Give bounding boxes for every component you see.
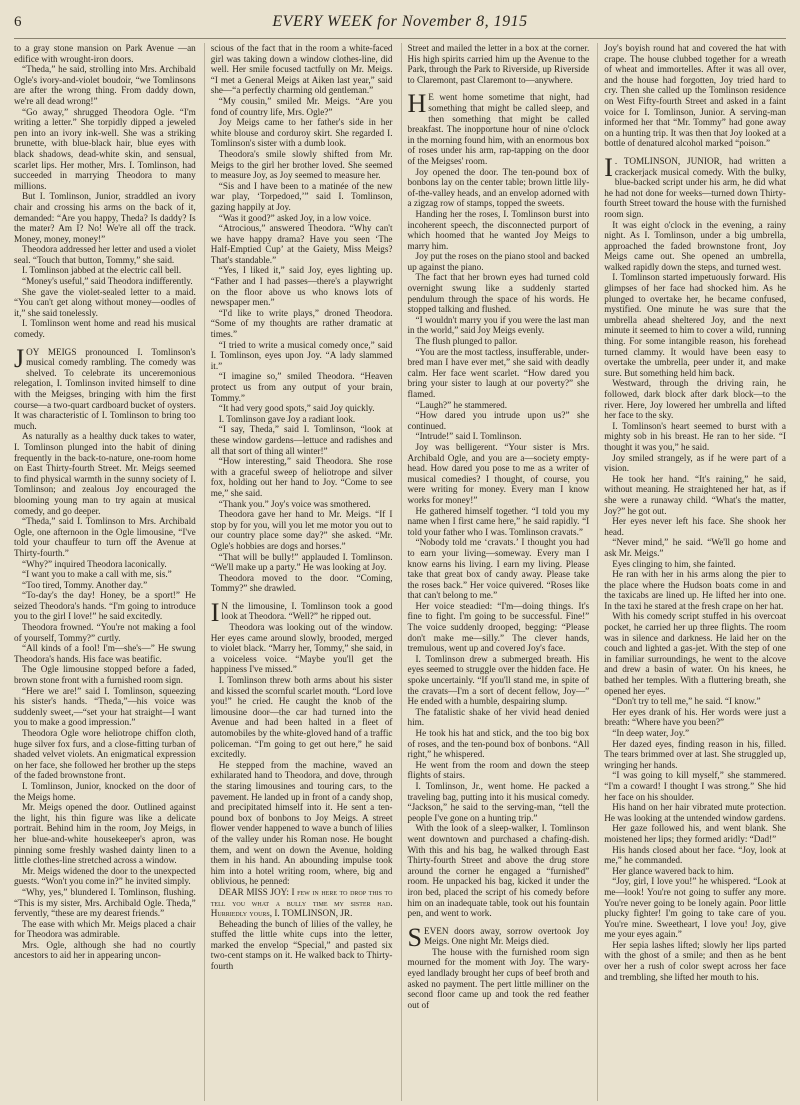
paragraph-text: Mr. Meigs widened the door to the unexpected guests. “Won't you come in?” he invited simply.	[14, 865, 196, 887]
paragraph-text: Her gaze followed his, and went blank. She moistened her lips; they formed aridly: “Dad!”	[604, 823, 786, 844]
paragraph-text: “I tried to write a musical comedy once,” said I. Tomlinson, eyes upon Joy. “A lady slammed it.”	[210, 339, 393, 371]
paragraph-text: “I was going to kill myself,” she stammered. “I'm a coward! I thought I was strong.” She hid her face on his shoulder.	[604, 770, 786, 802]
paragraph-text: The ease with which Mr. Meigs placed a chair for Theodora was admirable.	[14, 918, 196, 940]
paragraph-text: “To-day's the day! Honey, be a sport!” He seized Theodora's hands. “I'm going to introduce you to the girl I love!” he said excitedly.	[14, 590, 196, 622]
article-paragraph	[14, 728, 196, 781]
article-paragraph	[210, 597, 393, 627]
paragraph-text: “Atrocious,” answered Theodora. “Why can't we have happy drama? Have you seen ‘The Half-Emptied Cup’ at the Gaiety, Miss Meigs? That's standable.”	[210, 223, 393, 265]
paragraph-text: Her voice steadied: “I'm—doing things. It's fine to fight. I'm going to be successful. Fine!” The voice suddenly drooped, begging: “Please don't make me—silly.” The clever hands, tremulous, went up and covered Joy's face.	[407, 600, 590, 654]
paragraph-text: “Nobody told me ‘cravats.’ I thought you had to earn your living—someway. Every man I know earns his living. I earn my living. Please take that great box of candy away. Please take the roses back.” Her voice quivered. “Roses like that can't belong to me.”	[407, 537, 590, 601]
article-paragraph	[14, 191, 196, 244]
article-paragraph	[604, 770, 786, 802]
article-paragraph	[604, 876, 786, 940]
paragraph-text: Mr. Meigs opened the door. Outlined against the light, his thin figure was like a delicate portrait. Behind him in the room, Joy Meigs, in her blue-and-white housekeeper's apron, was pinning some freshly washed dainty linen to a little clothes-line stretched across a window.	[14, 802, 196, 866]
article-paragraph	[604, 802, 786, 823]
article-paragraph	[408, 336, 590, 347]
paragraph-text: Her dazed eyes, finding reason in his, filled. The tears brimmed over at last. She struggled up, wringing her hands.	[604, 738, 786, 770]
article-paragraph	[211, 552, 393, 573]
article-paragraph	[14, 686, 196, 728]
article-paragraph	[604, 537, 786, 558]
drop-cap: S	[407, 922, 422, 952]
article-paragraph	[14, 265, 196, 276]
article-paragraph	[408, 431, 590, 442]
paragraph-text: “Money's useful,” said Theodora indifferently.	[22, 276, 193, 287]
article-paragraph	[211, 424, 393, 456]
article-paragraph	[604, 220, 786, 273]
article-paragraph	[408, 601, 590, 654]
paragraph-text: Beheading the bunch of lilies of the valley, he stuffed the little white cups into the letter, marked the envelop “Special,” and pasted six two-cent stamps on it. He walked back to Thirty-fourth	[210, 918, 393, 972]
article-paragraph	[14, 664, 196, 685]
paragraph-text: She gave the violet-sealed letter to a maid. “You can't get along without money—oodles of it,” she said tonelessly.	[14, 286, 196, 318]
article-paragraph	[604, 569, 786, 611]
paragraph-text: . TOMLINSON, JUNIOR, had written a crackerjack musical comedy. With the bulky, blue-backed script under his arm, he did what he had not done for weeks—turned down Thirty-fourth Street toward the house with the furnished room sign.	[604, 155, 786, 219]
article-paragraph	[211, 573, 393, 594]
article-paragraph	[604, 940, 786, 982]
paragraph-text: I. Tomlinson jabbed at the electric call bell.	[22, 265, 182, 276]
paragraph-text: Theodora moved to the door. “Coming, Tommy?” she drawled.	[210, 572, 393, 594]
article-paragraph	[14, 781, 196, 802]
paragraph-text: “Sis and I have been to a matinée of the new war play, ‘Torpedoed,’” said I. Tomlinson, gazing happily at Joy.	[210, 180, 393, 212]
paragraph-text: “Theda,” said I. Tomlinson to Mrs. Archibald Ogle, one afternoon in the Ogle limousine, “I've told your chauffeur to turn off the Avenue at Thirty-fourth.”	[14, 516, 196, 558]
article-paragraph	[408, 347, 590, 400]
paragraph-text: Her glance wavered back to him.	[612, 865, 734, 876]
article-paragraph	[14, 318, 196, 339]
paragraph-text: EVEN doors away, sorrow overtook Joy Meigs. One night Mr. Meigs died.	[423, 925, 590, 947]
article-paragraph	[14, 569, 196, 580]
paragraph-text: I. Tomlinson gave Joy a radiant look.	[218, 413, 356, 424]
paragraph-text: “Joy, girl, I love you!” he whispered. “Look at me—look! You're not going to suffer any more. You're never going to be lonely again. Poor little plucky fighter! I'm going to take care of you. You're mine. Sweetheart, I love you! Joy, give me your eyes again.”	[604, 876, 786, 940]
paragraph-text: The Ogle limousine stopped before a faded, brown stone front with a furnished room sign.	[14, 664, 196, 686]
article-paragraph	[14, 940, 196, 961]
article-paragraph	[408, 400, 590, 411]
paragraph-text: OY MEIGS pronounced I. Tomlinson's musical comedy rambling. The comedy was shelved. To celebrate its unceremonious relegation, I. Tomlinson invited himself to dine with the Meigses, bringing with him the first course—a two-quart cardboard bucket of oysters. It was characteristic of I. Tomlinson to bring too much.	[14, 346, 196, 431]
article-paragraph	[211, 403, 393, 414]
article-paragraph	[407, 89, 590, 166]
paragraph-text: It was eight o'clock in the evening, a rainy night. As I. Tomlinson, under a big umbrella, approached the faded brownstone front, Joy Meigs came out. She opened an umbrella, walked rapidly down the steps, and turned west.	[604, 219, 786, 272]
paragraph-text: scious of the fact that in the room a white-faced girl was taking down a window clothes-line, did well. Her smile focused tactfully on Mr. Meigs. “I met a General Meigs at Aiken last year,” said she—“a perfectly charming old gentleman.”	[210, 43, 393, 96]
article-paragraph	[408, 251, 590, 272]
article-paragraph	[14, 276, 196, 287]
article-column	[401, 43, 590, 1101]
paragraph-text: Joy Meigs came to her father's side in her white blouse and corduroy skirt. She regarded I. Tomlinson's sister with a dumb look.	[210, 117, 393, 149]
paragraph-text: “How dared you intrude upon us?” she continued.	[407, 410, 590, 431]
article-paragraph	[604, 152, 786, 220]
article-paragraph	[211, 456, 393, 498]
article-paragraph	[408, 506, 590, 538]
paragraph-text: “Laugh?” he stammered.	[415, 399, 508, 410]
article-paragraph	[14, 287, 196, 319]
article-paragraph	[211, 223, 393, 265]
article-paragraph	[14, 43, 196, 64]
article-paragraph	[211, 117, 393, 149]
paragraph-text: But I. Tomlinson, Junior, straddled an ivory chair and crossing his arms on the back of it, demanded: “Are you happy, Theda? Is daddy? Is the mater? Am I? No! We're all off the track. Money, money, money!”	[14, 191, 196, 244]
paragraph-text: His hands closed about her face. “Joy, look at me,” he commanded.	[604, 844, 786, 866]
paragraph-text: With his comedy script stuffed in his overcoat pocket, he carried her up three flights. The room was in silence and darkness. He laid her on the couch and lighted a gas-jet. With the step of one in familiar surroundings, he went to the alcove and drew a basin of water. On his knees, he bathed her temples. With a fluttering breath, she opened her eyes.	[604, 611, 786, 696]
article-paragraph	[604, 378, 786, 420]
paragraph-text: “In deep water, Joy.”	[612, 728, 690, 738]
paragraph-text: E went home sometime that night, had something that might be called sleep, and then something that might be called breakfast. The inopportune hour of nine o'clock in the morning found him, with an enormous box of roses under his arm, rap-tapping on the door of the Meigses' room.	[407, 92, 590, 166]
paragraph-text: “How interesting,” said Theodora. She rose with a graceful sweep of heliotrope and silver fox, holding out her hand to Joy. “Come to see me,” she said.	[210, 456, 393, 498]
paragraph-text: Street and mailed the letter in a box at the corner. His high spirits carried him up the Avenue to the Park, through the Park to Riverside, up Riverside to Claremont, past Claremont to—anywhere.	[407, 43, 590, 85]
paragraph-text: Joy was belligerent. “Your sister is Mrs. Archibald Ogle, and you are a—society empty-head. How dared you pose to me as a writer of musical comedies? I thought, of course, you were writing for money. Every man I know works for money!”	[407, 441, 590, 505]
article-paragraph	[408, 707, 590, 728]
paragraph-text: “I wouldn't marry you if you were the last man in the world,” said Joy Meigs evenly.	[407, 314, 590, 336]
paragraph-text: Joy smiled strangely, as if he were part of a vision.	[604, 452, 786, 474]
paragraph-text: “Intrude!” said I. Tomlinson.	[415, 431, 522, 442]
article-column	[597, 43, 786, 1101]
article-paragraph	[408, 537, 590, 601]
article-columns	[14, 43, 786, 1101]
paragraph-text: The fact that her brown eyes had turned cold overnight swung like a suddenly started pendulum through the space of his words. He stopped talking and flushed.	[407, 272, 590, 315]
paragraph-text: He gathered himself together. “I told you my name when I first came here,” he said rapidly. “I told your father who I was. Tomlinson cravats.”	[407, 505, 590, 537]
paragraph-text: “Theda,” he said, strolling into Mrs. Archibald Ogle's ivory-and-violet boudoir, “we Tomlinsons are after the wrong thing. From daddy down, we're all dead wrong!”	[14, 64, 196, 106]
article-paragraph	[408, 43, 590, 85]
paragraph-text: “All kinds of a fool! I'm—she's—” He swung Theodora's hands. His face was beatific.	[14, 643, 196, 664]
article-paragraph	[604, 453, 786, 474]
paragraph-text: “Why, yes,” blundered I. Tomlinson, flushing. “This is my sister, Mrs. Archibald Ogle. Theda,” fervently, “these are my dearest friends.”	[14, 886, 196, 919]
article-paragraph	[408, 947, 590, 1011]
article-paragraph	[408, 410, 590, 431]
article-paragraph	[604, 728, 786, 739]
article-paragraph	[14, 866, 196, 887]
paragraph-text: Theodora was looking out of the window. Her eyes came around slowly, brooded, merged to violet black. “Marry her, Tommy,” she said, in a voiceless voice. “Maybe you'll get the happiness I've missed.”	[210, 622, 393, 675]
article-paragraph	[408, 760, 590, 781]
paragraph-text: N the limousine, I. Tomlinson took a good look at Theodora. “Well?” he ripped out.	[221, 600, 393, 622]
paragraph-text: Theodora Ogle wore heliotrope chiffon cloth, huge silver fox furs, and a close-fitting turban of shaded velvet violets. An enigmatical expression on her face, she followed her brother up the steps of the faded brownstone front.	[14, 728, 196, 781]
article-paragraph	[14, 64, 196, 106]
paragraph-text: Joy's boyish round hat and covered the hat with crape. The house clubbed together for a wreath of wheat and immortelles. After it was all over, and the house had forgotten, Joy tried hard to cry. Then she called up the Tomlinson residence on West Fifty-fourth Street and asked in a faint voice for I. Tomlinson, Junior. A serving-man informed her that “Mr. Tommy” had gone away on a hunting trip. It was then that Joy looked at a bottle of denatured alcohol marked “poison.”	[604, 43, 786, 149]
paragraph-text: He took his hat and stick, and the too big box of roses, and the ten-pound box of bonbons. “All right,” he whispered.	[407, 728, 590, 760]
article-paragraph	[211, 371, 393, 403]
article-paragraph	[604, 516, 786, 537]
paragraph-text: “Was it good?” asked Joy, in a low voice.	[218, 212, 372, 223]
article-paragraph	[211, 509, 393, 551]
paragraph-text: He went from the room and down the steep flights of stairs.	[407, 759, 590, 781]
article-paragraph	[14, 343, 196, 432]
article-paragraph	[604, 272, 786, 378]
article-paragraph	[14, 802, 196, 866]
article-paragraph	[408, 272, 590, 314]
article-paragraph	[408, 209, 590, 251]
paragraph-text: He stepped from the machine, waved an exhilarated hand to Theodora, and dove, through the staring limousines and touring cars, to the pavement. He landed up in front of a candy shop, and precipitated himself into it. He sent a ten-pound box of bonbons to Joy Meigs. A street flower vender happened to wave a bunch of lilies of the valley under his Roman nose. He bought them, and went on down the Avenue, holding them in his hand. An abounding impulse took him into a hotel writing room, where, big and oblivious, he penned:	[210, 759, 393, 887]
article-paragraph	[14, 919, 196, 940]
drop-cap: I	[210, 597, 220, 627]
paragraph-text: “Don't try to tell me,” he said. “I know.”	[612, 696, 761, 707]
paragraph-text: Mrs. Ogle, although she had no courtly ancestors to aid her in appearing uncon-	[14, 939, 196, 961]
paragraph-text: I. Tomlinson threw both arms about his sister and kissed the scornful scarlet mouth. “Lord love you!” he cried. He caught the knob of the limousine door—the car had turned into the Avenue and had been halted in a fleet of automobiles by the white-gloved hand of a traffic policeman. “I'm going to get out here,” he said excitedly.	[210, 675, 393, 760]
paragraph-text: “Why?” inquired Theodora laconically.	[22, 558, 167, 569]
paragraph-text: He took her hand. “It's raining,” he said, without meaning. He straightened her hat, as if she were a runaway child. “What's the matter, Joy?” he got out.	[604, 473, 786, 516]
article-column	[14, 43, 196, 1101]
article-paragraph	[14, 622, 196, 643]
article-paragraph	[211, 265, 393, 307]
paragraph-text: “I say, Theda,” said I. Tomlinson, “look at these window gardens—lettuce and radishes and all that sort of thing all winter!”	[210, 424, 393, 456]
drop-cap: I	[604, 152, 613, 182]
article-paragraph	[604, 845, 786, 866]
paragraph-text: “I want you to make a call with me, sis.”	[22, 569, 172, 580]
article-paragraph	[604, 43, 786, 149]
paragraph-text: The flush plunged to pallor.	[415, 336, 518, 347]
drop-cap: H	[407, 89, 427, 119]
paragraph-text: Eyes clinging to him, she fainted.	[612, 558, 736, 569]
paragraph-text: Theodora's smile slowly shifted from Mr. Meigs to the girl her brother loved. She seemed to measure Joy, as Joy seemed to measure her.	[210, 148, 393, 181]
article-paragraph	[14, 590, 196, 622]
paragraph-text: I. Tomlinson drew a submerged breath. His eyes seemed to struggle over the hidden face. He spoke uncertainly. “If you'll stand me, in spite of the cravats—I'm a sort of decent fellow, Joy—” He ended with a humble, despairing slump.	[407, 653, 590, 707]
paragraph-text: Theodora frowned. “You're not making a fool of yourself, Tommy?” curtly.	[14, 622, 196, 643]
article-paragraph	[211, 43, 393, 96]
article-paragraph	[604, 421, 786, 453]
article-paragraph	[604, 611, 786, 696]
paragraph-text: Joy opened the door. The ten-pound box of bonbons lay on the center table; brown little lily-of-the-valley heads, and an envelop adorned with a zigzag row of stamps, topped the sweets.	[407, 166, 590, 209]
article-paragraph	[14, 107, 196, 192]
paragraph-text: The fatalistic shake of her vivid head denied him.	[407, 706, 590, 728]
article-paragraph	[604, 823, 786, 844]
paragraph-text: Her eyes drank of his. Her words were just a breath: “Where have you been?”	[604, 706, 786, 728]
paragraph-text: “Yes, I liked it,” said Joy, eyes lighting up. “Father and I had passes—there's a playwright on the floor above us who knows lots of newspaper men.”	[210, 265, 393, 308]
paragraph-text: “You are the most tactless, insufferable, under-bred man I have ever met,” she said with deadly calm. Her face went scarlet. “How dared you bring your sister to laugh at our poverty?” she flamed.	[407, 346, 590, 399]
paragraph-text: “That will be bully!” applauded I. Tomlinson. “We'll make up a party.” He was looking at Joy.	[210, 551, 393, 573]
article-paragraph	[14, 887, 196, 919]
page-header	[14, 8, 786, 39]
article-paragraph	[14, 516, 196, 558]
paragraph-text: “Too tired, Tommy. Another day.”	[22, 579, 148, 590]
article-paragraph	[408, 781, 590, 823]
article-paragraph	[604, 866, 786, 877]
paragraph-text: “I'd like to write plays,” droned Theodora. “Some of my thoughts are rather dramatic at times.”	[210, 307, 393, 340]
article-paragraph	[211, 340, 393, 372]
article-paragraph	[14, 431, 196, 516]
paragraph-text: I. Tomlinson's heart seemed to burst with a mighty sob in his breast. He ran to her side. “I thought it was you,” he said.	[604, 420, 786, 452]
running-head: EVERY WEEK for November 8, 1915	[272, 13, 528, 30]
paragraph-text: Her sepia lashes lifted; slowly her lips parted with the ghost of a smile; and then as he bent over her a rush of color swept across her face and trembling, she lifted her mouth to his.	[604, 939, 786, 982]
paragraph-text: “I imagine so,” smiled Theodora. “Heaven protect us from any output of your brain, Tommy.”	[210, 371, 393, 403]
paragraph-text: I. Tomlinson went home and read his musical comedy.	[14, 318, 196, 340]
page-number: 6	[14, 14, 22, 30]
paragraph-text: “My cousin,” smiled Mr. Meigs. “Are you fond of country life, Mrs. Ogle?”	[210, 95, 393, 117]
paragraph-text: I. Tomlinson started impetuously forward. His glimpses of her face had shocked him. As he plunged to overtake her, he became confused, mystified. One minute he was sure that the umbrella ahead sheltered Joy, and the next minute it seemed to him to cover a wild, running thing. For some intangible reason, his forehead turned clammy. It would have been easy to overtake the umbrella, peer under it, and make sure. But something held him back.	[604, 272, 786, 378]
paragraph-text: I. Tomlinson, Junior, knocked on the door of the Meigs home.	[14, 780, 196, 802]
article-paragraph	[211, 675, 393, 760]
article-paragraph	[408, 823, 590, 918]
article-paragraph	[408, 442, 590, 506]
article-paragraph	[211, 308, 393, 340]
paragraph-text: The house with the furnished room sign mourned for the moment with Joy. The wary-eyed landlady brought her cups of beef broth and asked no payment. The pert little milliner on the second floor came up and took the red feather out of	[407, 946, 590, 1010]
paragraph-text: Westward, through the driving rain, he followed, dark block after dark block—to the river. Here, Joy lowered her umbrella and lifted her face to the sky.	[604, 378, 786, 421]
paragraph-text: Theodora addressed her letter and used a violet seal. “Touch that button, Tommy,” she said.	[14, 244, 196, 265]
article-paragraph	[408, 728, 590, 760]
article-paragraph	[604, 559, 786, 570]
article-paragraph	[211, 760, 393, 887]
article-paragraph	[14, 559, 196, 570]
paragraph-text: “Here we are!” said I. Tomlinson, squeezing his sister's hands. “Theda,”—his voice was suddenly sweet,—“set your hat straight—I want you to make a good impression.”	[14, 685, 196, 728]
article-paragraph	[408, 167, 590, 209]
paragraph-text: Her eyes never left his face. She shook her head.	[604, 516, 786, 537]
article-paragraph	[604, 707, 786, 728]
article-paragraph	[211, 887, 393, 919]
paragraph-text: Handing her the roses, I. Tomlinson burst into incoherent speech, the disconnected purport of which hoomed that he wanted Joy Meigs to marry him.	[407, 208, 590, 251]
paragraph-text: to a gray stone mansion on Park Avenue —an edifice with wrought-iron doors.	[14, 43, 196, 64]
article-paragraph	[604, 739, 786, 771]
article-column	[204, 43, 393, 1101]
paragraph-text: He ran with her in his arms along the pier to the place where the Hudson boats come in and the taxicabs are lined up. He lifted her into one. In the taxi he stared at the fresh crape on her hat.	[604, 569, 786, 611]
paragraph-text: His hand on her hair vibrated mute protection. He was looking at the untended window gardens.	[604, 802, 786, 823]
article-paragraph	[14, 244, 196, 265]
article-paragraph	[211, 414, 393, 425]
article-paragraph	[14, 643, 196, 664]
article-paragraph	[211, 96, 393, 117]
paragraph-text: “Go away,” shrugged Theodora Ogle. “I'm writing a letter.” She torpidly dipped a jeweled pen into an ivory ink-well. She was a striking brunette, with blue-black hair, blue eyes with black shadows, dead-white skin, and sensual, scarlet lips. Her mother, Mrs. I. Tomlinson, had succeeded in marrying Theodora to many millions.	[14, 106, 196, 191]
article-paragraph	[604, 474, 786, 516]
paragraph-text: Joy put the roses on the piano stool and backed up against the piano.	[407, 251, 590, 272]
article-paragraph	[211, 213, 393, 224]
paragraph-text: “Never mind,” he said. “We'll go home and ask Mr. Meigs.”	[604, 537, 786, 558]
paragraph-text: “Thank you.” Joy's voice was smothered.	[218, 498, 371, 509]
article-paragraph	[211, 181, 393, 213]
article-paragraph	[408, 654, 590, 707]
article-paragraph	[604, 696, 786, 707]
article-paragraph	[14, 580, 196, 591]
article-paragraph	[407, 922, 590, 952]
drop-cap: J	[14, 343, 25, 373]
paragraph-text: With the look of a sleep-walker, I. Tomlinson went downtown and purchased a chafing-dish. With this and his bag, he walked through East Thirty-fourth Street and above the drug store around the corner he engaged a “furnished” room. He unpacked his bag, kicked it under the iron bed, placed the script of his comedy before him on an inadequate table, took out his fountain pen, and went to work.	[407, 823, 590, 919]
paragraph-text: I. Tomlinson, Jr., went home. He packed a traveling bag, putting into it his musical comedy. “Jackson,” he said to the serving-man, “tell the people I've gone on a hunting trip.”	[407, 780, 590, 823]
article-paragraph	[211, 919, 393, 972]
paragraph-text: DEAR MISS JOY: I few in here to drop this to tell you what a bully time my sister had. Hurriedly yours, I. TOMLINSON, JR.	[210, 886, 393, 919]
article-paragraph	[408, 315, 590, 336]
article-paragraph	[211, 149, 393, 181]
article-paragraph	[211, 499, 393, 510]
paragraph-text: As naturally as a healthy duck takes to water, I. Tomlinson plunged into the habit of dining frequently in the back-to-nature, one-room home on East Thirty-fourth Street. Mr. Meigs seemed to find physical warmth in the sunny society of I. Tomlinson; and zealous Joy encouraged the blooming young man to try again at musical comedy, and go deeper.	[14, 431, 196, 516]
article-paragraph	[211, 622, 393, 675]
paragraph-text: Theodora gave her hand to Mr. Meigs. “If I stop by for you, will you let me motor you out to our country place some day?” she asked. “Mr. Ogle's hobbies are dogs and horses.”	[210, 509, 393, 551]
paragraph-text: “It had very good spots,” said Joy quickly.	[218, 403, 375, 414]
